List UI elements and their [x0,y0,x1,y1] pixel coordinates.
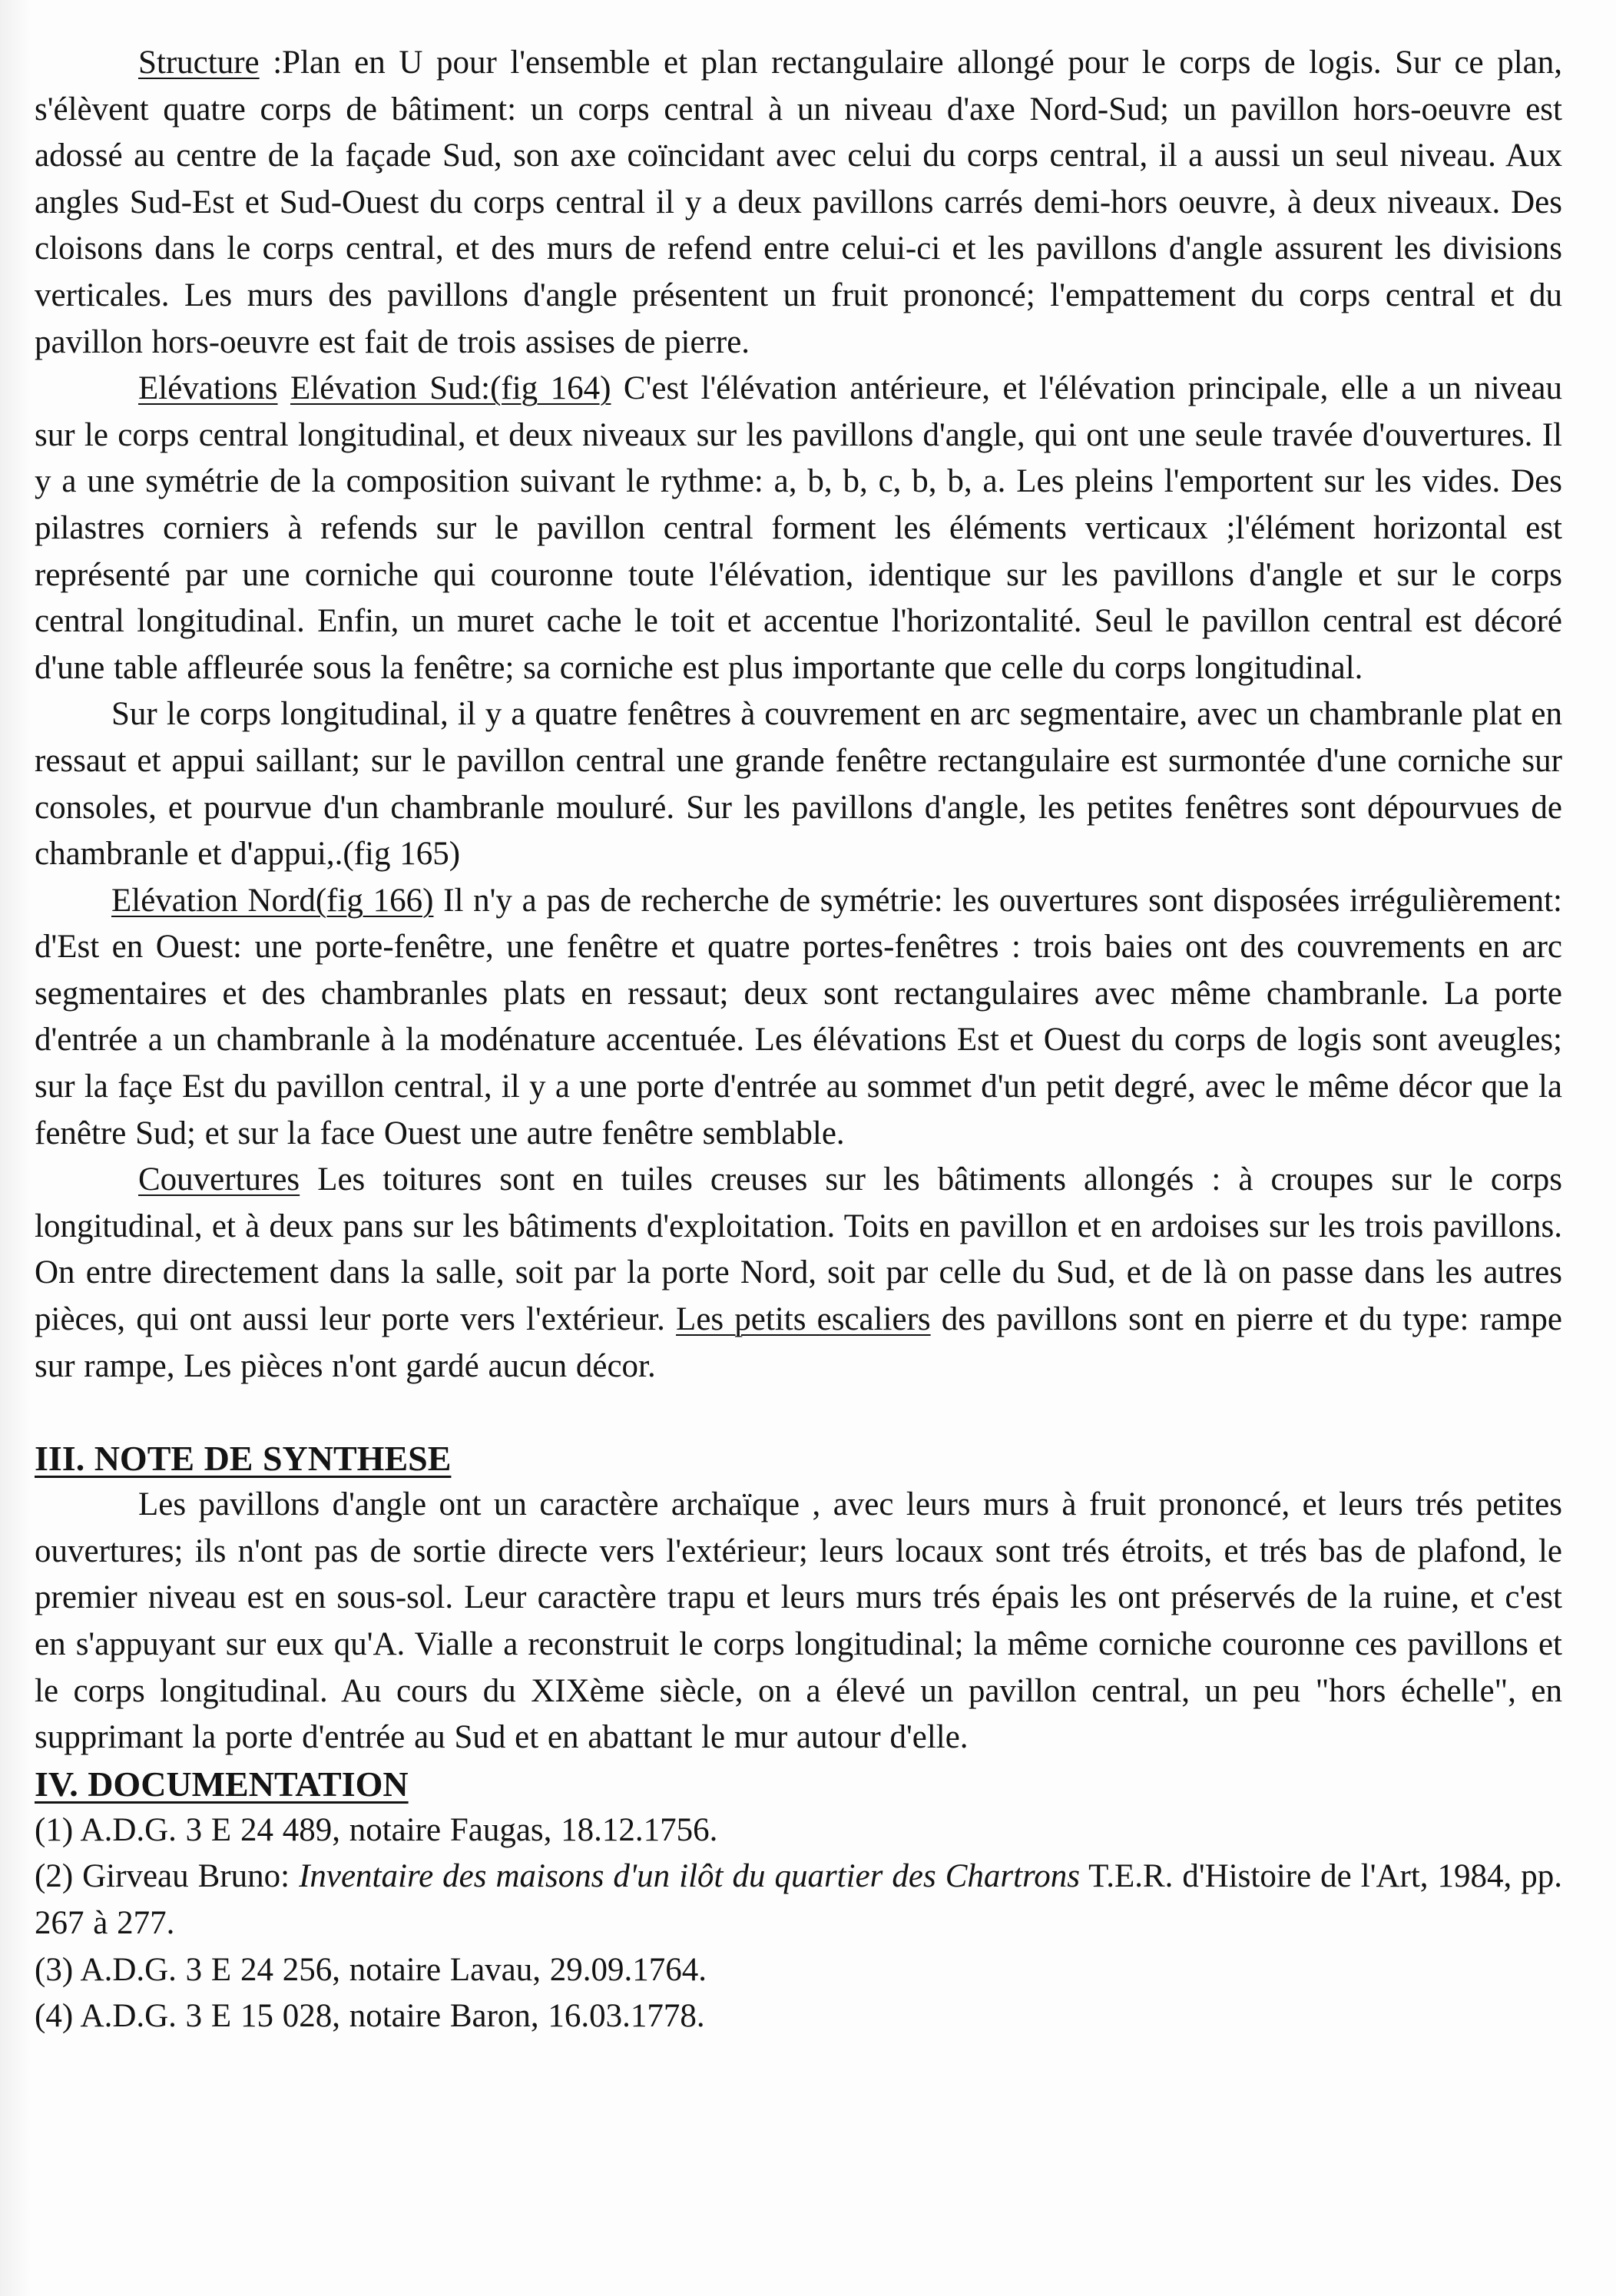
body-text [35,40,1562,2040]
reference-2-title: Inventaire des maisons d'un ilôt du quartier des Chartrons [299,1858,1080,1895]
synthese-paragraph [35,1482,1562,1761]
couvertures-paragraph [35,1157,1562,1390]
documentation-heading: IV. DOCUMENTATION [35,1764,409,1804]
corps-longitudinal-text: Sur le corps longitudinal, il y a quatre fenêtres à couvrement en arc segmentaire, avec un chambranle plat en ressaut et appui saillant; sur le pavillon central une grande fenêtre rectangulaire est surmontée d'une corniche sur consoles, et pourvue d'un chambranle mouluré. Sur les pavillons d'angle, les petites fenêtres sont dépourvues de chambranle et d'appui,.(fig 165) [35,696,1562,873]
elevation-nord-text: Il n'y a pas de recherche de symétrie: les ouvertures sont disposées irrégulièrement: d'Est en Ouest: une porte-fenêtre, une fenêtre et quatre portes-fenêtres : trois baies ont des couvrements en arc segmentaires et des chambranles plats en ressaut; deux sont rectangulaires avec même chambranle. La porte d'entrée a un chambranle à la modénature accentuée. Les élévations Est et Ouest du corps de logis sont aveugles; sur la façe Est du pavillon central, il y a une porte d'entrée au sommet d'un petit degré, avec le même décor que la fenêtre Sud; et sur la face Ouest une autre fenêtre semblable. [35,882,1562,1151]
reference-2-suffix: T.E.R. d'Histoire de l'Art, 1984, pp. 267 à 277. [35,1858,1563,1941]
structure-paragraph [35,40,1562,366]
reference-item-3: (3) A.D.G. 3 E 24 256, notaire Lavau, 29.09.1764. [35,1951,707,1988]
section-gap [35,1390,1562,1436]
synthese-heading: III. NOTE DE SYNTHESE [35,1439,452,1479]
reference-list [35,1807,1562,2040]
escaliers-label: Les petits escaliers [676,1301,931,1338]
elevation-sud-paragraph [35,366,1562,691]
elevation-sud-label: Elévation Sud:(fig 164) [290,370,611,407]
elevation-nord-label: Elévation Nord(fig 166) [111,882,434,919]
couvertures-text: Les toitures sont en tuiles creuses sur les bâtiments allongés : à croupes sur le corps longitudinal, et à deux pans sur les bâtiments d'exploitation. Toits en pavillon et en ardoises sur les trois pavillons. On entre directement dans la salle, soit par la porte Nord, soit par celle du Sud, et de là on passe dans les autres pièces, qui ont aussi leur porte vers l'extérieur. [35,1161,1562,1338]
synthese-text: Les pavillons d'angle ont un caractère archaïque , avec leurs murs à fruit prononcé, et leurs trés petites ouvertures; ils n'ont pas de sortie directe vers l'extérieur; leurs locaux sont trés étroits, et trés bas de plafond, le premier niveau est en sous-sol. Leur caractère trapu et leurs murs trés épais les ont préservés de la ruine, et c'est en s'appuyant sur eux qu'A. Vialle a reconstruit le corps longitudinal; la même corniche couronne ces pavillons et le corps longitudinal. Au cours du XIXème siècle, on a élevé un pavillon central, un peu "hors échelle", en supprimant la porte d'entrée au Sud et en abattant le mur autour d'elle. [35,1486,1562,1756]
elevation-nord-paragraph [35,878,1562,1158]
structure-text: :Plan en U pour l'ensemble et plan rectangulaire allongé pour le corps de logis. Sur ce plan, s'élèvent quatre corps de bâtiment: un corps central à un niveau d'axe Nord-Sud; un pavillon hors-oeuvre est adossé au centre de la façade Sud, son axe coïncidant avec celui du corps central, il a aussi un seul niveau. Aux angles Sud-Est et Sud-Ouest du corps central il y a deux pavillons carrés demi-hors oeuvre, à deux niveaux. Des cloisons dans le corps central, et des murs de refend entre celui-ci et les pavillons d'angle assurent les divisions verticales. Les murs des pavillons d'angle présentent un fruit prononcé; l'empattement du corps central et du pavillon hors-oeuvre est fait de trois assises de pierre. [35,45,1562,360]
reference-item-4: (4) A.D.G. 3 E 15 028, notaire Baron, 16.03.1778. [35,1998,705,2035]
elevations-label: Elévations [138,370,278,407]
reference-item-1: (1) A.D.G. 3 E 24 489, notaire Faugas, 18.12.1756. [35,1811,718,1848]
reference-2-prefix: (2) Girveau Bruno: [35,1858,300,1895]
structure-label: Structure [138,45,260,81]
couvertures-label: Couvertures [138,1161,300,1198]
corps-longitudinal-paragraph [35,691,1562,877]
elevation-sud-text: C'est l'élévation antérieure, et l'élévation principale, elle a un niveau sur le corps central longitudinal, et deux niveaux sur les pavillons d'angle, qui ont une seule travée d'ouvertures. Il y a une symétrie de la composition suivant le rythme: a, b, b, c, b, b, a. Les pleins l'emportent sur les vides. Des pilastres corniers à refends sur le pavillon central forment les éléments verticaux ;l'élément horizontal est représenté par une corniche qui couronne toute l'élévation, identique sur les pavillons d'angle et sur le corps central longitudinal. Enfin, un muret cache le toit et accentue l'horizontalité. Seul le pavillon central est décoré d'une table affleurée sous la fenêtre; sa corniche est plus importante que celle du corps longitudinal. [35,370,1562,686]
escaliers-text: des pavillons sont en pierre et du type: rampe sur rampe, Les pièces n'ont gardé aucun décor. [35,1301,1562,1384]
reference-item-2 [35,1854,1562,1946]
